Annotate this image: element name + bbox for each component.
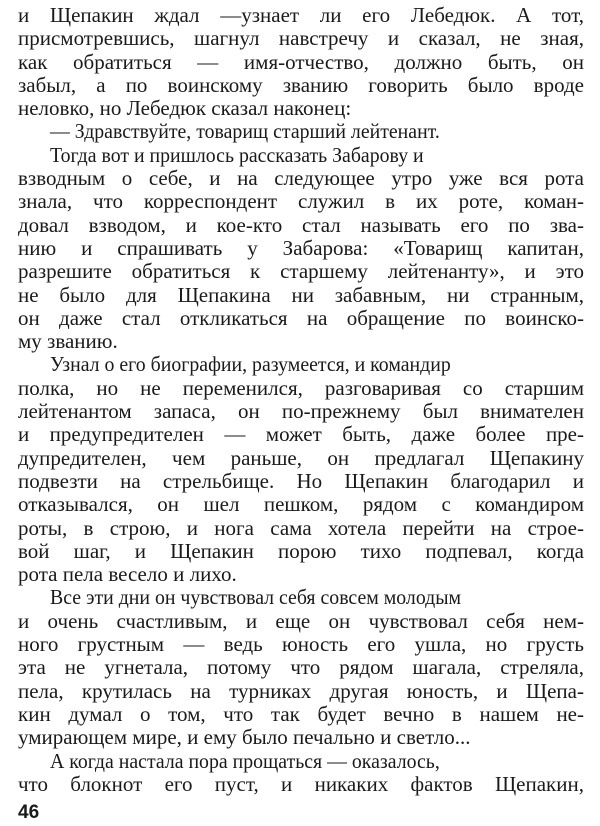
- text-line-content: подвезти на стрельбище. Но Щепакин благодарил и: [18, 469, 584, 493]
- text-line-content: Узнал о его биографии, разумеется, и командир: [50, 353, 451, 377]
- text-line: [18, 284, 584, 307]
- text-line-content: вой шаг, и Щепакин порою тихо подпевал, когда: [18, 539, 584, 563]
- text-line-content: ного грустным — ведь юность его ушла, но грусть: [18, 633, 584, 657]
- text-line: [18, 703, 584, 726]
- text-line: [18, 167, 584, 190]
- text-line: [18, 610, 584, 633]
- text-line: [18, 586, 584, 609]
- text-line: [18, 237, 584, 260]
- text-line-content: и Щепакин ждал —узнает ли его Лебедюк. А тот,: [18, 4, 584, 27]
- text-line-content: присмотревшись, шагнул навстречу и сказал, не зная,: [18, 27, 584, 51]
- text-line-content: что блокнот его пуст, и никаких фактов Щепакин,: [18, 772, 584, 796]
- text-line-content: как обратиться — имя-отчество, должно быть, он: [18, 50, 584, 74]
- text-line: [18, 214, 584, 237]
- text-line-content: — Здравствуйте, товарищ старший лейтенант.: [50, 120, 440, 144]
- text-line-content: взводным о себе, и на следующее утро уже вся рота: [18, 167, 584, 191]
- text-line-content: не было для Щепакина ни забавным, ни странным,: [18, 283, 584, 307]
- text-line-content: и очень счастливым, и еще он чувствовал себя нем-: [18, 609, 584, 633]
- text-line: [18, 27, 584, 50]
- text-line: [18, 726, 584, 749]
- text-line: [18, 260, 584, 283]
- text-line-content: дупредителен, чем раньше, он предлагал Щепакину: [18, 446, 584, 470]
- text-line-content: роты, в строю, и нога сама хотела перейти на строе-: [18, 516, 584, 540]
- page-number: 46: [18, 802, 40, 823]
- text-line: [18, 74, 584, 97]
- book-page-text: [18, 4, 584, 796]
- text-line: [18, 656, 584, 679]
- text-line: [18, 120, 584, 143]
- text-line: [18, 4, 584, 27]
- text-line-content: неловко, но Лебедюк сказал наконец:: [18, 97, 352, 121]
- text-line-content: рота пела весело и лихо.: [18, 563, 237, 587]
- text-line: [18, 97, 584, 120]
- text-line: [18, 51, 584, 74]
- text-line-content: Тогда вот и пришлось рассказать Забарову и: [50, 143, 424, 167]
- text-line-content: знала, что корреспондент служил в их роте, коман-: [18, 190, 584, 214]
- text-line: [18, 400, 584, 423]
- text-line: [18, 377, 584, 400]
- text-line-content: он даже стал откликаться на обращение по воинско-: [18, 306, 584, 330]
- text-line-content: лейтенантом запаса, он по-прежнему был внимателен: [18, 400, 584, 424]
- text-line-content: отказывался, он шел пешком, рядом с командиром: [18, 493, 584, 517]
- text-line: [18, 470, 584, 493]
- text-line: [18, 773, 584, 796]
- text-line-content: и предупредителен — может быть, даже более пре-: [18, 423, 584, 447]
- text-line: [18, 750, 584, 773]
- text-line: [18, 540, 584, 563]
- text-line-content: забыл, а по воинскому званию говорить было вроде: [18, 73, 584, 97]
- text-line: [18, 330, 584, 353]
- text-line-content: полка, но не переменился, разговаривая со старшим: [18, 376, 584, 400]
- text-line-content: эта не угнетала, потому что рядом шагала, стреляла,: [18, 656, 584, 680]
- text-line: [18, 493, 584, 516]
- text-line-content: довал взводом, и кое-кто стал называть его по зва-: [18, 213, 584, 237]
- text-line-content: нию и спрашивать у Забарова: «Товарищ капитан,: [18, 236, 584, 260]
- text-line-content: му званию.: [18, 330, 118, 354]
- text-line-content: разрешите обратиться к старшему лейтенанту», и это: [18, 260, 584, 284]
- text-line: [18, 517, 584, 540]
- text-line: [18, 680, 584, 703]
- text-line: [18, 190, 584, 213]
- text-line-content: пела, крутилась на турниках другая юность, и Щепа-: [18, 679, 584, 703]
- text-line: [18, 563, 584, 586]
- text-line: [18, 423, 584, 446]
- text-line: [18, 144, 584, 167]
- text-line: [18, 307, 584, 330]
- text-line-content: А когда настала пора прощаться — оказалось,: [50, 749, 440, 773]
- text-line-content: Все эти дни он чувствовал себя совсем молодым: [50, 586, 462, 610]
- text-line-content: умирающем мире, и ему было печально и светло...: [18, 726, 471, 750]
- text-line: [18, 633, 584, 656]
- text-line-content: кин думал о том, что так будет вечно в нашем не-: [18, 702, 584, 726]
- text-line: [18, 353, 584, 376]
- text-line: [18, 447, 584, 470]
